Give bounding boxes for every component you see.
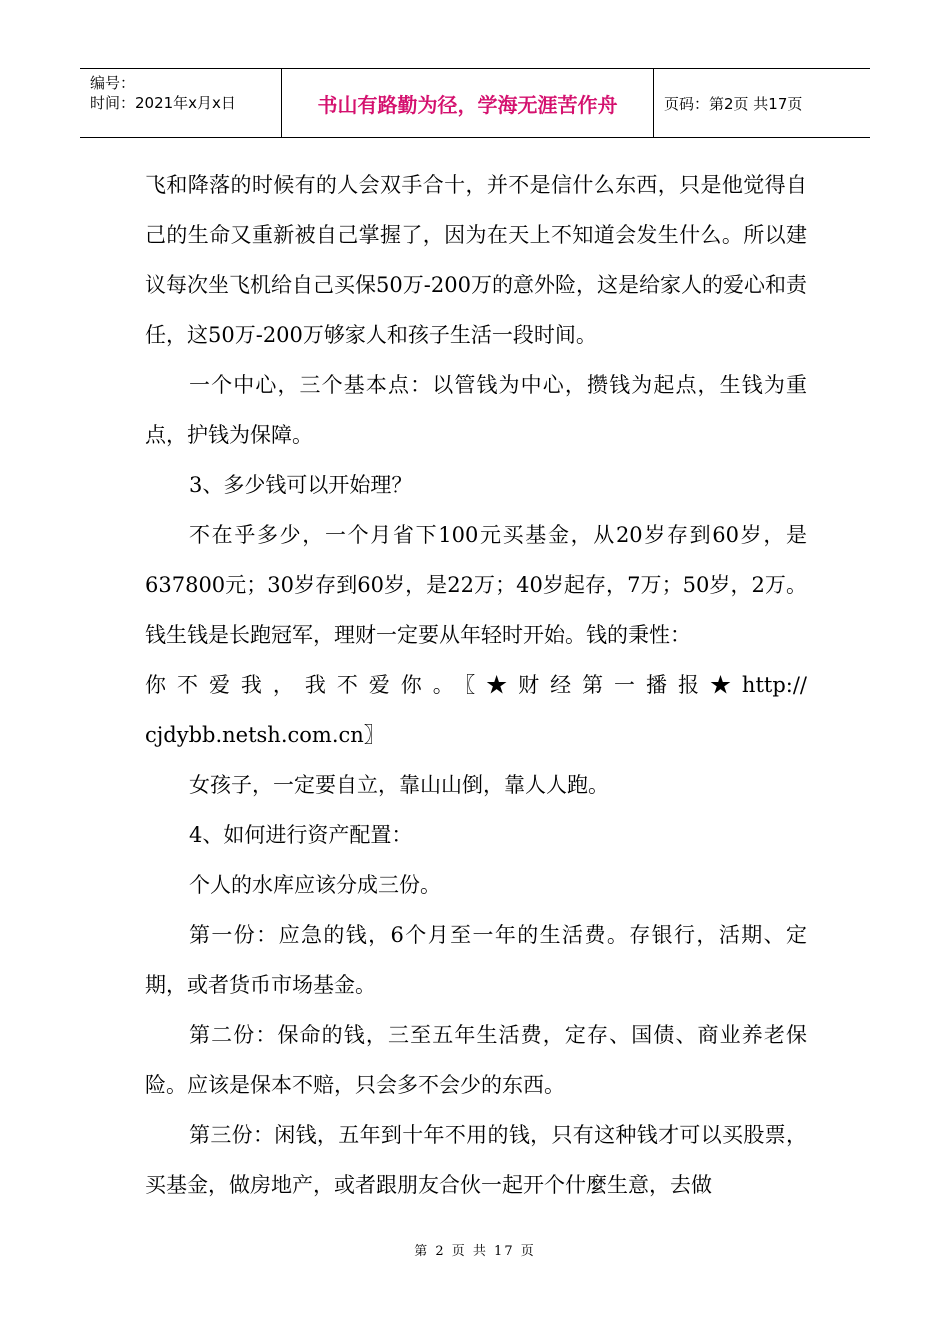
paragraph: 女孩子，一定要自立，靠山山倒，靠人人跑。 — [189, 773, 609, 797]
paragraph: 你不爱我，我不爱你。〖★财经第一播报★http:// — [145, 673, 807, 697]
paragraph: 第二份：保命的钱，三至五年生活费，定存、国债、商业养老保险。应该是保本不赔，只会多不会少的东西。 — [145, 1023, 807, 1097]
paragraph: 飞和降落的时候有的人会双手合十，并不是信什么东西，只是他觉得自己的生命又重新被自己掌握了，因为在天上不知道会发生什么。所以建议每次坐飞机给自己买保50万-200万的意外险，这是给家人的爱心和责任，这50万-200万够家人和孩子生活一段时间。 — [145, 173, 807, 347]
page-header — [80, 68, 870, 138]
document-date-label: 时间：2021年x月x日 — [90, 94, 236, 112]
paragraph: 第一份：应急的钱，6个月至一年的生活费。存银行，活期、定期，或者货币市场基金。 — [145, 923, 807, 997]
paragraph: 个人的水库应该分成三份。 — [189, 873, 441, 897]
section-heading: 3、多少钱可以开始理？ — [189, 473, 413, 497]
paragraph: 第三份：闲钱，五年到十年不用的钱，只有这种钱才可以买股票，买基金，做房地产，或者跟朋友合伙一起开个什麼生意，去做 — [145, 1123, 807, 1197]
document-body — [145, 160, 807, 1210]
header-motto: 书山有路勤为径，学海无涯苦作舟 — [282, 69, 654, 137]
section-heading: 4、如何进行资产配置： — [189, 823, 413, 847]
page-footer: 第 2 页 共 17 页 — [414, 1244, 536, 1259]
paragraph: 一个中心，三个基本点：以管钱为中心，攒钱为起点，生钱为重点，护钱为保障。 — [145, 373, 807, 447]
paragraph: 不在乎多少，一个月省下100元买基金，从20岁存到60岁，是637800元；30岁存到60岁，是22万；40岁起存，7万；50岁，2万。钱生钱是长跑冠军，理财一定要从年轻时开始。钱的秉性： — [145, 523, 807, 647]
document-number-label: 编号： — [90, 74, 136, 92]
paragraph-link: cjdybb.netsh.com.cn〗 — [145, 723, 385, 747]
header-page-label: 页码：第2页 共17页 — [664, 94, 803, 113]
header-meta — [80, 69, 282, 137]
